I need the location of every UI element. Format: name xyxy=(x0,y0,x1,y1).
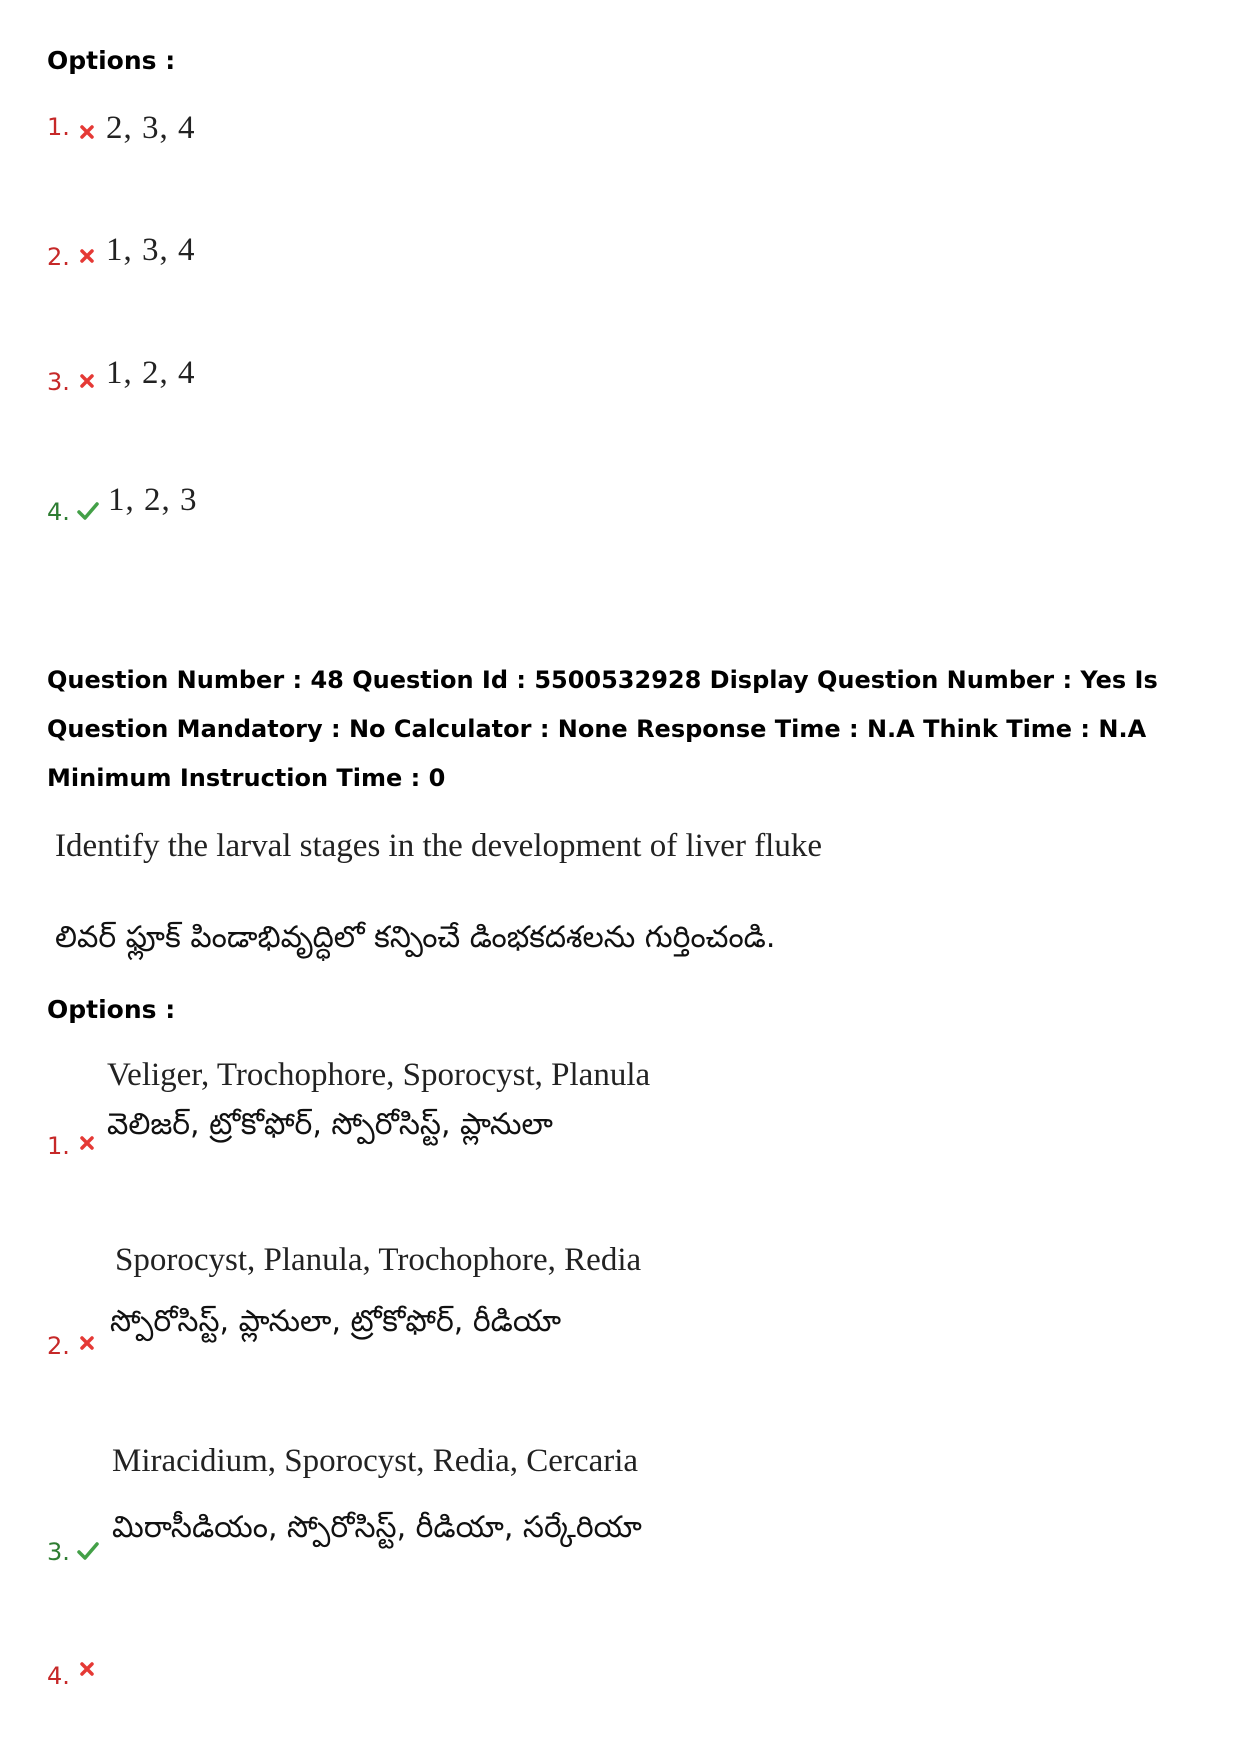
cross-icon xyxy=(79,1135,95,1151)
option-number: 2. xyxy=(47,243,70,271)
option-2 xyxy=(47,1331,70,1361)
option-4 xyxy=(47,1661,70,1691)
options-label: Options : xyxy=(47,46,176,75)
option-text-english: Miracidium, Sporocyst, Redia, Cercaria xyxy=(112,1443,639,1479)
cross-icon xyxy=(79,373,95,389)
option-text-telugu: మిరాసీడియం, స్పోరోసిస్ట్, రీడియా, సర్కేరియా xyxy=(112,1510,642,1545)
options-label: Options : xyxy=(47,995,176,1024)
option-number: 2. xyxy=(47,1332,70,1360)
option-text: 1, 3, 4 xyxy=(106,232,196,268)
check-icon xyxy=(77,1541,99,1561)
cross-icon xyxy=(79,248,95,264)
option-number: 4. xyxy=(47,498,70,526)
cross-icon xyxy=(79,1335,95,1351)
question-text-english: Identify the larval stages in the development of liver fluke xyxy=(55,828,822,864)
cross-icon xyxy=(79,124,95,140)
option-4 xyxy=(47,497,70,527)
option-text: 1, 2, 4 xyxy=(106,355,196,391)
option-number: 3. xyxy=(47,1538,70,1566)
option-number: 1. xyxy=(47,1132,70,1160)
option-1 xyxy=(47,112,70,142)
option-text-english: Sporocyst, Planula, Trochophore, Redia xyxy=(115,1242,642,1278)
question-meta: Question Number : 48 Question Id : 5500532928 Display Question Number : Yes Is Question Mandatory : No Calculator : None Response Time : N.A Think Time : N.A Minimum Instruction Time : 0 xyxy=(47,666,1158,792)
cross-icon xyxy=(79,1661,95,1677)
option-number: 3. xyxy=(47,368,70,396)
check-icon xyxy=(77,501,99,521)
option-1 xyxy=(47,1131,70,1161)
option-text: 2, 3, 4 xyxy=(106,110,196,146)
option-text-english: Veliger, Trochophore, Sporocyst, Planula xyxy=(107,1057,651,1093)
option-3 xyxy=(47,367,70,397)
option-number: 1. xyxy=(47,113,70,141)
option-number: 4. xyxy=(47,1662,70,1690)
question-text-telugu: లివర్ ఫ్లూక్ పిండాభివృద్ధిలో కన్పించే డింభకదశలను గుర్తించండి. xyxy=(55,920,776,955)
option-2 xyxy=(47,242,70,272)
option-text: 1, 2, 3 xyxy=(108,482,198,518)
option-text-telugu: వెలిజర్, ట్రోకోఫోర్, స్పోరోసిస్ట్, ప్లానులా xyxy=(107,1107,553,1142)
option-3 xyxy=(47,1537,70,1567)
option-text-telugu: స్పోరోసిస్ట్, ప్లానులా, ట్రోకోఫోర్, రీడియా xyxy=(110,1304,562,1339)
